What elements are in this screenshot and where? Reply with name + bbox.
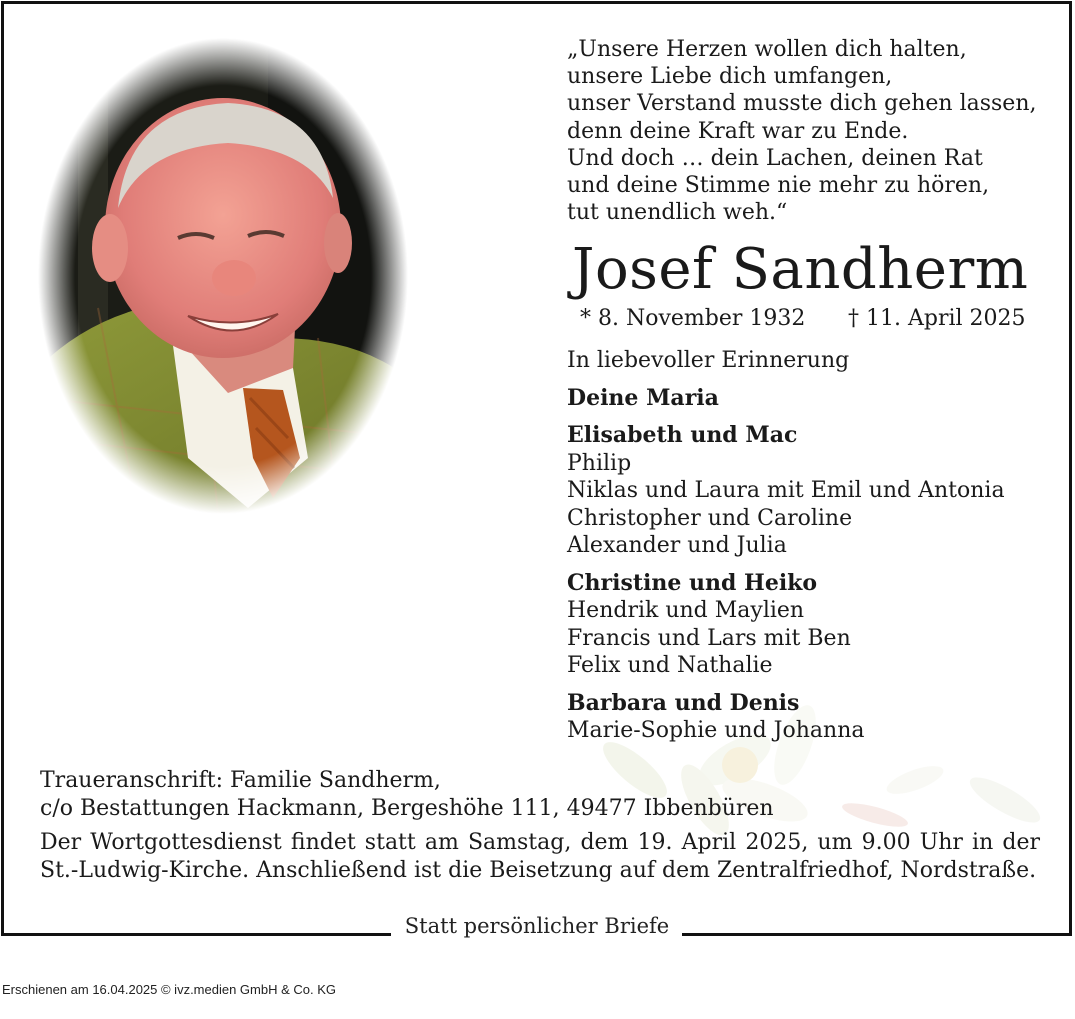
mourning-address: [40, 767, 1040, 823]
poem-line: denn deine Kraft war zu Ende.: [567, 118, 909, 144]
family-group: [567, 690, 1067, 745]
family-member: Alexander und Julia: [567, 533, 787, 558]
family-member: Christopher und Caroline: [567, 505, 853, 531]
poem-line: tut unendlich weh.“: [567, 200, 788, 226]
poem-line: unser Verstand musste dich gehen lassen,: [567, 91, 1037, 117]
death-date: † 11. April 2025: [848, 306, 1026, 331]
frame-bottom-border-left: [1, 933, 391, 936]
family-group: [567, 385, 1067, 413]
family-group-head: Deine Maria: [567, 384, 719, 411]
family-member: Marie-Sophie und Johanna: [567, 718, 865, 743]
poem: [567, 36, 1057, 226]
address-line: Traueranschrift: Familie Sandherm,: [40, 768, 441, 793]
family-group: [567, 570, 1067, 680]
address-line: c/o Bestattungen Hackmann, Bergeshöhe 111, 49477 Ibbenbüren: [40, 796, 774, 821]
frame-left-border: [1, 1, 4, 936]
footer-caption: Statt persönlicher Briefe: [404, 914, 670, 938]
family-group: [567, 422, 1067, 560]
family-group-head: Christine und Heiko: [567, 569, 818, 596]
frame-right-border: [1069, 1, 1072, 936]
poem-line: und deine Stimme nie mehr zu hören,: [567, 173, 990, 199]
poem-line: „Unsere Herzen wollen dich halten,: [567, 37, 967, 62]
notice-details: [40, 767, 1040, 885]
poem-line: Und doch … dein Lachen, deinen Rat: [567, 145, 983, 171]
frame-bottom-border-right: [682, 933, 1072, 936]
publication-note: Erschienen am 16.04.2025 © ivz.medien GmbH & Co. KG: [2, 982, 337, 997]
frame-top-border: [1, 1, 1072, 4]
family-list: [567, 347, 1067, 755]
family-member: Niklas und Laura mit Emil und Antonia: [567, 478, 1005, 503]
family-member: Felix und Nathalie: [567, 653, 773, 678]
family-member: Francis und Lars mit Ben: [567, 625, 851, 651]
family-member: Hendrik und Maylien: [567, 598, 805, 623]
service-info: Der Wortgottesdienst findet statt am Samstag, dem 19. April 2025, um 9.00 Uhr in der St.-Ludwig-Kirche. Anschließend ist die Beisetzung auf dem Zentralfriedhof, Nordstraße.: [40, 830, 1040, 883]
family-member: Philip: [567, 450, 632, 476]
family-group-head: Barbara und Denis: [567, 689, 800, 716]
birth-date: * 8. November 1932: [580, 306, 806, 331]
family-group-head: Elisabeth und Mac: [567, 422, 798, 448]
remembrance-intro: In liebevoller Erinnerung: [567, 348, 850, 373]
portrait-photo: [38, 38, 408, 514]
life-dates: [580, 304, 1026, 334]
poem-line: unsere Liebe dich umfangen,: [567, 64, 893, 90]
deceased-name: Josef Sandherm: [572, 237, 1029, 302]
